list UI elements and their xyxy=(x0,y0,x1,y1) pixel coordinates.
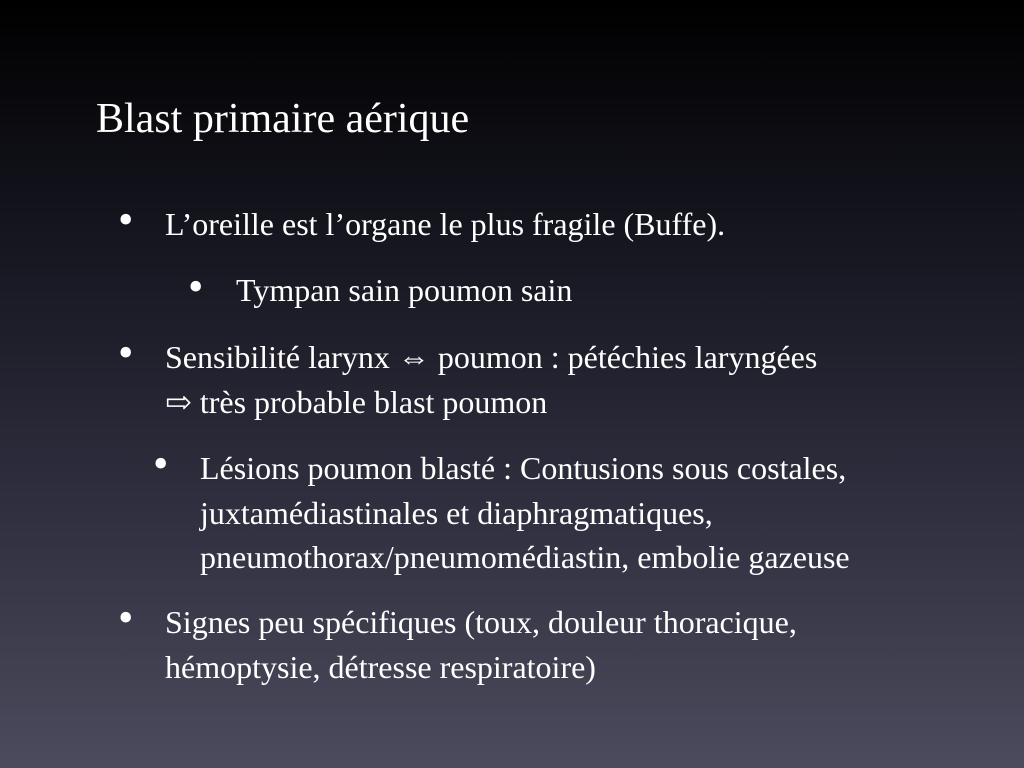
bullet-text-line: pneumothorax/pneumomédiastin, embolie gazeuse xyxy=(200,539,850,575)
bullet-icon: • xyxy=(118,593,134,642)
bullet-icon: • xyxy=(118,328,134,377)
bullet-text-line: ⇨ très probable blast poumon xyxy=(165,384,548,420)
bullet-text-line: Signes peu spécifiques (toux, douleur thoracique, xyxy=(165,604,797,640)
bullet-text-line: juxtamédiastinales et diaphragmatiques, xyxy=(200,495,713,531)
bullet-text-line: hémoptysie, détresse respiratoire) xyxy=(165,649,596,685)
bullet-icon: • xyxy=(188,262,204,311)
bullet-icon: • xyxy=(118,195,134,244)
bullet-icon: • xyxy=(153,439,169,488)
slide-title: Blast primaire aérique xyxy=(96,96,470,142)
bullet-text-line: Lésions poumon blasté : Contusions sous costales, xyxy=(200,450,847,486)
bullet-text-line: Tympan sain poumon sain xyxy=(236,272,573,308)
bullet-text-line: L’oreille est l’organe le plus fragile (Buffe). xyxy=(165,206,726,242)
bullet-text-line: Sensibilité larynx ⇔ poumon : pétéchies laryngées xyxy=(165,339,818,375)
